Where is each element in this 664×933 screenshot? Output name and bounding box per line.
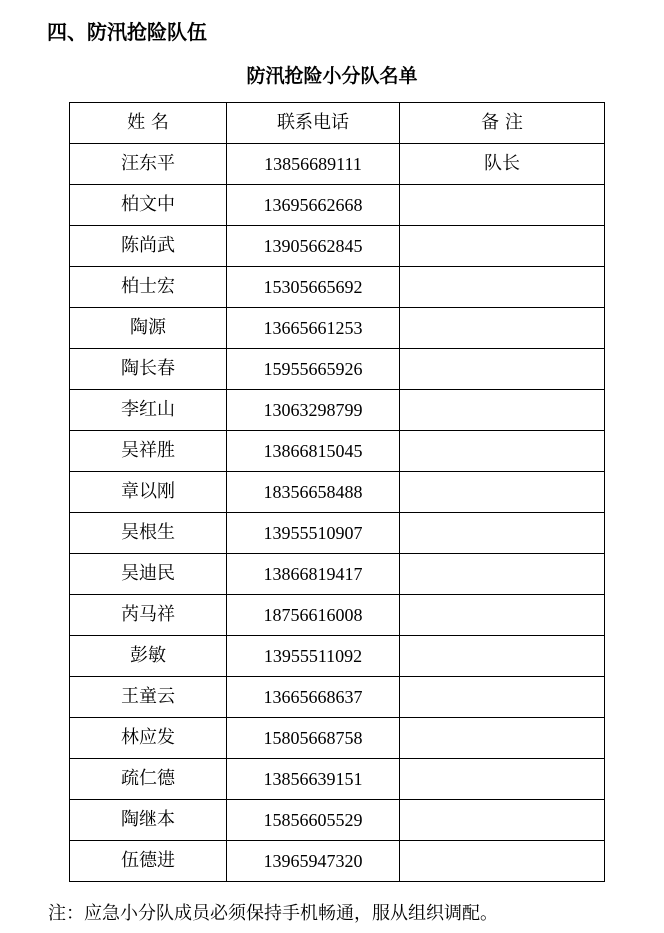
table-row (70, 595, 605, 636)
member-name-cell: 王童云 (70, 677, 227, 718)
member-name-cell: 陈尚武 (70, 226, 227, 267)
member-name-cell: 柏文中 (70, 185, 227, 226)
member-phone-cell: 15955665926 (227, 349, 400, 390)
table-row (70, 308, 605, 349)
member-name-cell: 吴根生 (70, 513, 227, 554)
member-note-cell (400, 185, 605, 226)
member-phone-cell: 13955511092 (227, 636, 400, 677)
member-name-cell: 彭敏 (70, 636, 227, 677)
member-name-cell: 章以刚 (70, 472, 227, 513)
table-row (70, 349, 605, 390)
table-row (70, 185, 605, 226)
column-header-note: 备 注 (400, 103, 605, 144)
footnote: 注：应急小分队成员必须保持手机畅通，服从组织调配。 (48, 903, 498, 924)
table-row (70, 390, 605, 431)
member-note-cell: 队长 (400, 144, 605, 185)
table-row (70, 267, 605, 308)
member-name-cell: 吴祥胜 (70, 431, 227, 472)
member-phone-cell: 18356658488 (227, 472, 400, 513)
member-note-cell (400, 554, 605, 595)
member-note-cell (400, 267, 605, 308)
member-note-cell (400, 718, 605, 759)
member-note-cell (400, 595, 605, 636)
member-name-cell: 伍德进 (70, 841, 227, 882)
member-phone-cell: 13955510907 (227, 513, 400, 554)
member-phone-cell: 13665668637 (227, 677, 400, 718)
member-phone-cell: 13856689111 (227, 144, 400, 185)
table-row (70, 800, 605, 841)
table-title: 防汛抢险小分队名单 (246, 65, 418, 87)
member-name-cell: 陶长春 (70, 349, 227, 390)
member-note-cell (400, 800, 605, 841)
table-row (70, 841, 605, 882)
member-name-cell: 陶继本 (70, 800, 227, 841)
member-name-cell: 林应发 (70, 718, 227, 759)
table-row (70, 677, 605, 718)
table-header-row (70, 103, 605, 144)
table-row (70, 226, 605, 267)
table-row (70, 513, 605, 554)
member-note-cell (400, 390, 605, 431)
member-phone-cell: 13856639151 (227, 759, 400, 800)
member-phone-cell: 18756616008 (227, 595, 400, 636)
member-name-cell: 疏仁德 (70, 759, 227, 800)
table-row (70, 759, 605, 800)
table-row (70, 472, 605, 513)
member-phone-cell: 13063298799 (227, 390, 400, 431)
member-note-cell (400, 677, 605, 718)
member-phone-cell: 13866815045 (227, 431, 400, 472)
member-name-cell: 李红山 (70, 390, 227, 431)
member-note-cell (400, 759, 605, 800)
member-phone-cell: 13905662845 (227, 226, 400, 267)
table-row (70, 431, 605, 472)
member-phone-cell: 13965947320 (227, 841, 400, 882)
member-name-cell: 芮马祥 (70, 595, 227, 636)
member-phone-cell: 13695662668 (227, 185, 400, 226)
member-note-cell (400, 841, 605, 882)
member-name-cell: 陶源 (70, 308, 227, 349)
column-header-phone: 联系电话 (227, 103, 400, 144)
section-heading: 四、防汛抢险队伍 (47, 20, 207, 44)
member-note-cell (400, 308, 605, 349)
member-phone-cell: 13665661253 (227, 308, 400, 349)
flood-team-roster-table (69, 102, 605, 882)
member-note-cell (400, 431, 605, 472)
table-row (70, 718, 605, 759)
column-header-name: 姓 名 (70, 103, 227, 144)
member-name-cell: 汪东平 (70, 144, 227, 185)
table-row (70, 636, 605, 677)
member-note-cell (400, 349, 605, 390)
member-note-cell (400, 513, 605, 554)
table-row (70, 554, 605, 595)
member-note-cell (400, 636, 605, 677)
member-name-cell: 吴迪民 (70, 554, 227, 595)
member-phone-cell: 15856605529 (227, 800, 400, 841)
member-phone-cell: 15305665692 (227, 267, 400, 308)
member-phone-cell: 15805668758 (227, 718, 400, 759)
member-note-cell (400, 472, 605, 513)
member-note-cell (400, 226, 605, 267)
member-name-cell: 柏士宏 (70, 267, 227, 308)
member-phone-cell: 13866819417 (227, 554, 400, 595)
table-row (70, 144, 605, 185)
